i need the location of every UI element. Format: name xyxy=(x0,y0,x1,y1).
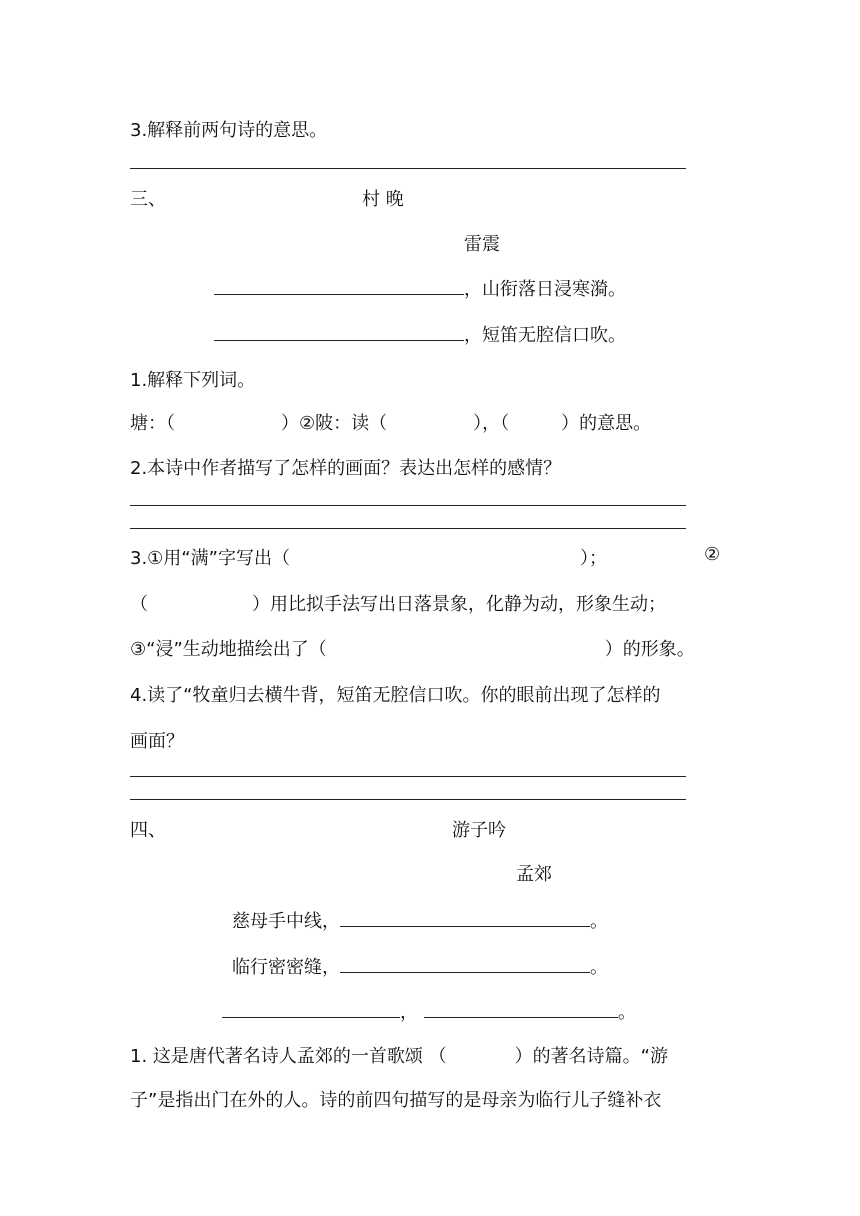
answer-text: 1. 这是唐代著名诗人孟郊的一首歌颂 （ xyxy=(130,1046,447,1067)
poem-line-text: 临行密密缝， xyxy=(232,957,340,978)
fill-blank[interactable] xyxy=(340,952,590,973)
fill-blank[interactable] xyxy=(214,320,464,341)
question-3-line-2 xyxy=(130,590,666,616)
question-4-line-1: 4.读了“牧童归去横牛背，短笛无腔信口吹。你的眼前出现了怎样的 xyxy=(130,685,661,706)
fill-blank[interactable] xyxy=(340,906,590,927)
question-1-answer xyxy=(130,409,651,435)
question-1-line-2: 子”是指出门在外的人。诗的前四句描写的是母亲为临行儿子缝补衣 xyxy=(130,1090,662,1111)
answer-text: ）的形象。 xyxy=(604,639,695,660)
poem-line-3 xyxy=(222,997,636,1024)
question-3-line-1 xyxy=(130,544,607,570)
circled-number: ② xyxy=(704,544,721,565)
answer-line[interactable] xyxy=(130,505,686,506)
answer-text: ）的著名诗篇。“游 xyxy=(514,1046,668,1067)
answer-line[interactable] xyxy=(130,168,686,169)
question-3-line-3 xyxy=(130,635,695,661)
question-2-prompt: 2.本诗中作者描写了怎样的画面？表达出怎样的感情？ xyxy=(130,458,562,479)
poem-author: 雷震 xyxy=(464,234,500,255)
answer-text: ）用比拟手法写出日落景象，化静为动，形象生动； xyxy=(252,594,666,615)
poem-line-1 xyxy=(214,274,626,301)
poem-line-text: 。 xyxy=(590,957,608,978)
poem-line-text: 。 xyxy=(590,911,608,932)
poem-line-text: 。 xyxy=(618,1002,636,1023)
answer-text: 塘：（ xyxy=(130,413,175,434)
poem-line-text: ，短笛无腔信口吹。 xyxy=(464,325,626,346)
question-1-prompt: 1.解释下列词。 xyxy=(130,370,256,391)
question-3-prompt: 3.解释前两句诗的意思。 xyxy=(130,120,328,141)
answer-text: ）； xyxy=(579,548,607,569)
poem-line-text: ， xyxy=(400,1002,418,1023)
poem-author: 孟郊 xyxy=(516,864,552,885)
answer-text: ），（ xyxy=(473,413,510,434)
answer-line[interactable] xyxy=(130,776,686,777)
poem-line-2 xyxy=(214,320,626,347)
poem-title: 村 晚 xyxy=(362,189,404,210)
answer-text: 3.①用“满”字写出（ xyxy=(130,548,290,569)
answer-text: ）的意思。 xyxy=(561,413,652,434)
poem-line-text: 慈母手中线， xyxy=(232,911,340,932)
fill-blank[interactable] xyxy=(214,274,464,295)
fill-blank[interactable] xyxy=(424,997,618,1018)
answer-line[interactable] xyxy=(130,528,686,529)
answer-text: （ xyxy=(130,594,148,615)
answer-text: ）②陂：读（ xyxy=(281,413,388,434)
section-number: 四、 xyxy=(130,820,166,841)
poem-title: 游子吟 xyxy=(452,820,506,841)
answer-text: ③“浸”生动地描绘出了（ xyxy=(130,639,327,660)
poem-line-2 xyxy=(232,952,608,979)
section-number: 三、 xyxy=(130,189,166,210)
fill-blank[interactable] xyxy=(222,997,400,1018)
poem-line-text: ，山衔落日浸寒漪。 xyxy=(464,279,626,300)
question-1-line-1 xyxy=(130,1042,668,1068)
answer-line[interactable] xyxy=(130,799,686,800)
poem-line-1 xyxy=(232,906,608,933)
question-4-line-2: 画面？ xyxy=(130,731,184,752)
